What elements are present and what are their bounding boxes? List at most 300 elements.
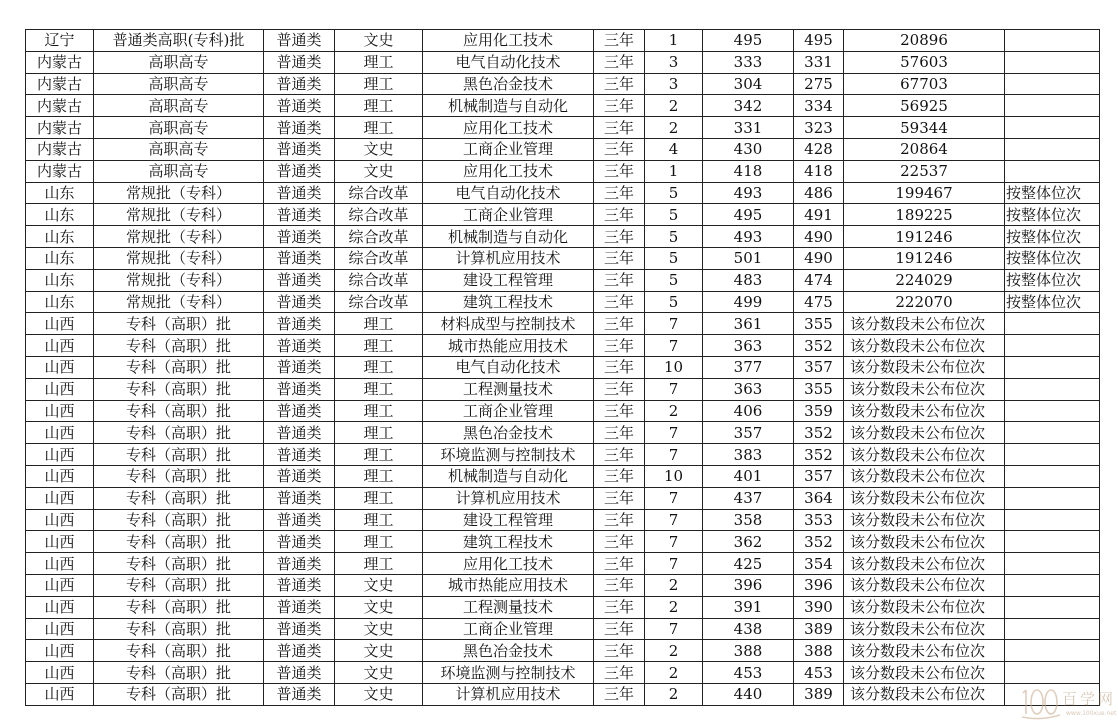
plan-count-cell: 2 — [645, 683, 703, 705]
table-row — [26, 596, 1100, 618]
min-score-cell: 352 — [794, 422, 844, 444]
note-cell — [1005, 378, 1100, 400]
province-cell: 山西 — [26, 356, 94, 378]
major-cell: 计算机应用技术 — [423, 247, 594, 269]
batch-cell: 专科（高职）批 — [94, 509, 264, 531]
plan-count-cell: 2 — [645, 574, 703, 596]
province-cell: 山西 — [26, 640, 94, 662]
rank-cell: 该分数段未公布位次 — [844, 335, 1005, 357]
duration-cell: 三年 — [594, 95, 645, 117]
rank-cell: 57603 — [844, 51, 1005, 73]
min-score-cell: 352 — [794, 531, 844, 553]
major-cell: 工商企业管理 — [423, 618, 594, 640]
subject-cell: 综合改革 — [335, 226, 423, 248]
batch-cell: 高职高专 — [94, 117, 264, 139]
min-score-cell: 354 — [794, 553, 844, 575]
subject-cell: 理工 — [335, 509, 423, 531]
min-score-cell: 323 — [794, 117, 844, 139]
min-score-cell: 389 — [794, 683, 844, 705]
subject-cell: 综合改革 — [335, 182, 423, 204]
min-score-cell: 418 — [794, 160, 844, 182]
major-cell: 工商企业管理 — [423, 204, 594, 226]
table-row — [26, 531, 1100, 553]
province-cell: 山西 — [26, 662, 94, 684]
province-cell: 山西 — [26, 487, 94, 509]
max-score-cell: 418 — [703, 160, 794, 182]
plan-count-cell: 7 — [645, 313, 703, 335]
category-cell: 普通类 — [264, 574, 335, 596]
duration-cell: 三年 — [594, 117, 645, 139]
min-score-cell: 486 — [794, 182, 844, 204]
subject-cell: 文史 — [335, 596, 423, 618]
table-row — [26, 487, 1100, 509]
batch-cell: 高职高专 — [94, 160, 264, 182]
subject-cell: 综合改革 — [335, 247, 423, 269]
batch-cell: 高职高专 — [94, 51, 264, 73]
table-row — [26, 313, 1100, 335]
note-cell — [1005, 618, 1100, 640]
rank-cell: 199467 — [844, 182, 1005, 204]
rank-cell: 该分数段未公布位次 — [844, 531, 1005, 553]
province-cell: 山西 — [26, 509, 94, 531]
min-score-cell: 495 — [794, 30, 844, 52]
category-cell: 普通类 — [264, 662, 335, 684]
note-cell — [1005, 553, 1100, 575]
plan-count-cell: 2 — [645, 117, 703, 139]
major-cell: 电气自动化技术 — [423, 51, 594, 73]
max-score-cell: 377 — [703, 356, 794, 378]
note-cell — [1005, 640, 1100, 662]
rank-cell: 该分数段未公布位次 — [844, 487, 1005, 509]
category-cell: 普通类 — [264, 204, 335, 226]
subject-cell: 文史 — [335, 30, 423, 52]
rank-cell: 224029 — [844, 269, 1005, 291]
category-cell: 普通类 — [264, 553, 335, 575]
min-score-cell: 353 — [794, 509, 844, 531]
note-cell — [1005, 95, 1100, 117]
note-cell — [1005, 487, 1100, 509]
note-cell — [1005, 400, 1100, 422]
duration-cell: 三年 — [594, 356, 645, 378]
duration-cell: 三年 — [594, 553, 645, 575]
major-cell: 建设工程管理 — [423, 269, 594, 291]
category-cell: 普通类 — [264, 444, 335, 466]
max-score-cell: 430 — [703, 138, 794, 160]
duration-cell: 三年 — [594, 335, 645, 357]
note-cell — [1005, 509, 1100, 531]
note-cell: 按整体位次 — [1005, 291, 1100, 313]
table-row — [26, 204, 1100, 226]
province-cell: 山东 — [26, 291, 94, 313]
table-row — [26, 356, 1100, 378]
table-row — [26, 400, 1100, 422]
batch-cell: 专科（高职）批 — [94, 487, 264, 509]
rank-cell: 该分数段未公布位次 — [844, 509, 1005, 531]
plan-count-cell: 7 — [645, 422, 703, 444]
note-cell — [1005, 313, 1100, 335]
duration-cell: 三年 — [594, 618, 645, 640]
max-score-cell: 357 — [703, 422, 794, 444]
subject-cell: 理工 — [335, 487, 423, 509]
subject-cell: 综合改革 — [335, 269, 423, 291]
duration-cell: 三年 — [594, 509, 645, 531]
category-cell: 普通类 — [264, 51, 335, 73]
duration-cell: 三年 — [594, 378, 645, 400]
max-score-cell: 342 — [703, 95, 794, 117]
province-cell: 山西 — [26, 618, 94, 640]
max-score-cell: 437 — [703, 487, 794, 509]
duration-cell: 三年 — [594, 400, 645, 422]
major-cell: 计算机应用技术 — [423, 487, 594, 509]
subject-cell: 理工 — [335, 422, 423, 444]
major-cell: 工商企业管理 — [423, 138, 594, 160]
plan-count-cell: 7 — [645, 487, 703, 509]
province-cell: 山西 — [26, 465, 94, 487]
plan-count-cell: 7 — [645, 335, 703, 357]
batch-cell: 专科（高职）批 — [94, 683, 264, 705]
plan-count-cell: 5 — [645, 269, 703, 291]
major-cell: 应用化工技术 — [423, 30, 594, 52]
table-row — [26, 662, 1100, 684]
duration-cell: 三年 — [594, 51, 645, 73]
subject-cell: 理工 — [335, 465, 423, 487]
province-cell: 内蒙古 — [26, 138, 94, 160]
major-cell: 电气自动化技术 — [423, 182, 594, 204]
subject-cell: 综合改革 — [335, 204, 423, 226]
plan-count-cell: 2 — [645, 596, 703, 618]
table-row — [26, 269, 1100, 291]
max-score-cell: 495 — [703, 204, 794, 226]
category-cell: 普通类 — [264, 247, 335, 269]
plan-count-cell: 7 — [645, 618, 703, 640]
duration-cell: 三年 — [594, 30, 645, 52]
table-row — [26, 553, 1100, 575]
table-row — [26, 640, 1100, 662]
rank-cell: 59344 — [844, 117, 1005, 139]
duration-cell: 三年 — [594, 247, 645, 269]
note-cell — [1005, 444, 1100, 466]
min-score-cell: 357 — [794, 356, 844, 378]
plan-count-cell: 7 — [645, 509, 703, 531]
duration-cell: 三年 — [594, 574, 645, 596]
max-score-cell: 425 — [703, 553, 794, 575]
batch-cell: 专科（高职）批 — [94, 313, 264, 335]
max-score-cell: 304 — [703, 73, 794, 95]
min-score-cell: 359 — [794, 400, 844, 422]
rank-cell: 该分数段未公布位次 — [844, 356, 1005, 378]
batch-cell: 专科（高职）批 — [94, 640, 264, 662]
province-cell: 内蒙古 — [26, 51, 94, 73]
batch-cell: 常规批（专科） — [94, 291, 264, 313]
min-score-cell: 388 — [794, 640, 844, 662]
note-cell: 按整体位次 — [1005, 247, 1100, 269]
province-cell: 山西 — [26, 444, 94, 466]
category-cell: 普通类 — [264, 138, 335, 160]
min-score-cell: 490 — [794, 247, 844, 269]
province-cell: 内蒙古 — [26, 73, 94, 95]
rank-cell: 该分数段未公布位次 — [844, 574, 1005, 596]
rank-cell: 该分数段未公布位次 — [844, 444, 1005, 466]
min-score-cell: 352 — [794, 444, 844, 466]
category-cell: 普通类 — [264, 400, 335, 422]
max-score-cell: 495 — [703, 30, 794, 52]
province-cell: 山东 — [26, 182, 94, 204]
rank-cell: 该分数段未公布位次 — [844, 662, 1005, 684]
batch-cell: 常规批（专科） — [94, 269, 264, 291]
plan-count-cell: 5 — [645, 182, 703, 204]
batch-cell: 专科（高职）批 — [94, 356, 264, 378]
province-cell: 内蒙古 — [26, 95, 94, 117]
max-score-cell: 358 — [703, 509, 794, 531]
plan-count-cell: 3 — [645, 51, 703, 73]
subject-cell: 文史 — [335, 640, 423, 662]
note-cell — [1005, 465, 1100, 487]
duration-cell: 三年 — [594, 640, 645, 662]
batch-cell: 高职高专 — [94, 138, 264, 160]
major-cell: 环境监测与控制技术 — [423, 444, 594, 466]
min-score-cell: 491 — [794, 204, 844, 226]
subject-cell: 理工 — [335, 73, 423, 95]
batch-cell: 常规批（专科） — [94, 247, 264, 269]
note-cell — [1005, 160, 1100, 182]
min-score-cell: 389 — [794, 618, 844, 640]
min-score-cell: 331 — [794, 51, 844, 73]
major-cell: 电气自动化技术 — [423, 356, 594, 378]
duration-cell: 三年 — [594, 662, 645, 684]
plan-count-cell: 1 — [645, 160, 703, 182]
major-cell: 工商企业管理 — [423, 400, 594, 422]
min-score-cell: 334 — [794, 95, 844, 117]
note-cell — [1005, 531, 1100, 553]
plan-count-cell: 10 — [645, 465, 703, 487]
major-cell: 建筑工程技术 — [423, 531, 594, 553]
max-score-cell: 499 — [703, 291, 794, 313]
category-cell: 普通类 — [264, 509, 335, 531]
duration-cell: 三年 — [594, 226, 645, 248]
duration-cell: 三年 — [594, 291, 645, 313]
category-cell: 普通类 — [264, 313, 335, 335]
duration-cell: 三年 — [594, 465, 645, 487]
subject-cell: 理工 — [335, 356, 423, 378]
max-score-cell: 501 — [703, 247, 794, 269]
plan-count-cell: 7 — [645, 378, 703, 400]
subject-cell: 综合改革 — [335, 291, 423, 313]
major-cell: 应用化工技术 — [423, 160, 594, 182]
batch-cell: 专科（高职）批 — [94, 531, 264, 553]
major-cell: 城市热能应用技术 — [423, 574, 594, 596]
batch-cell: 专科（高职）批 — [94, 662, 264, 684]
subject-cell: 文史 — [335, 138, 423, 160]
category-cell: 普通类 — [264, 226, 335, 248]
duration-cell: 三年 — [594, 444, 645, 466]
category-cell: 普通类 — [264, 291, 335, 313]
note-cell: 按整体位次 — [1005, 269, 1100, 291]
batch-cell: 专科（高职）批 — [94, 574, 264, 596]
plan-count-cell: 3 — [645, 73, 703, 95]
note-cell — [1005, 335, 1100, 357]
note-cell — [1005, 138, 1100, 160]
max-score-cell: 483 — [703, 269, 794, 291]
table-row — [26, 226, 1100, 248]
category-cell: 普通类 — [264, 117, 335, 139]
major-cell: 黑色冶金技术 — [423, 640, 594, 662]
batch-cell: 专科（高职）批 — [94, 444, 264, 466]
plan-count-cell: 5 — [645, 291, 703, 313]
duration-cell: 三年 — [594, 313, 645, 335]
min-score-cell: 352 — [794, 335, 844, 357]
subject-cell: 理工 — [335, 400, 423, 422]
min-score-cell: 390 — [794, 596, 844, 618]
major-cell: 计算机应用技术 — [423, 683, 594, 705]
min-score-cell: 364 — [794, 487, 844, 509]
province-cell: 山东 — [26, 226, 94, 248]
watermark — [1020, 684, 1116, 722]
province-cell: 山西 — [26, 596, 94, 618]
major-cell: 机械制造与自动化 — [423, 226, 594, 248]
major-cell: 机械制造与自动化 — [423, 95, 594, 117]
major-cell: 应用化工技术 — [423, 553, 594, 575]
rank-cell: 该分数段未公布位次 — [844, 465, 1005, 487]
province-cell: 辽宁 — [26, 30, 94, 52]
plan-count-cell: 2 — [645, 662, 703, 684]
min-score-cell: 357 — [794, 465, 844, 487]
batch-cell: 专科（高职）批 — [94, 596, 264, 618]
watermark-url: www.100xue.net — [1066, 710, 1117, 717]
category-cell: 普通类 — [264, 356, 335, 378]
province-cell: 山西 — [26, 335, 94, 357]
major-cell: 应用化工技术 — [423, 117, 594, 139]
major-cell: 黑色冶金技术 — [423, 422, 594, 444]
duration-cell: 三年 — [594, 204, 645, 226]
min-score-cell: 474 — [794, 269, 844, 291]
rank-cell: 191246 — [844, 226, 1005, 248]
note-cell — [1005, 117, 1100, 139]
plan-count-cell: 7 — [645, 553, 703, 575]
max-score-cell: 440 — [703, 683, 794, 705]
duration-cell: 三年 — [594, 138, 645, 160]
table-row — [26, 335, 1100, 357]
table-row — [26, 160, 1100, 182]
subject-cell: 文史 — [335, 662, 423, 684]
max-score-cell: 391 — [703, 596, 794, 618]
table-row — [26, 422, 1100, 444]
major-cell: 工程测量技术 — [423, 378, 594, 400]
province-cell: 山西 — [26, 574, 94, 596]
max-score-cell: 388 — [703, 640, 794, 662]
rank-cell: 该分数段未公布位次 — [844, 596, 1005, 618]
max-score-cell: 396 — [703, 574, 794, 596]
batch-cell: 常规批（专科） — [94, 204, 264, 226]
major-cell: 机械制造与自动化 — [423, 465, 594, 487]
province-cell: 山东 — [26, 247, 94, 269]
max-score-cell: 493 — [703, 182, 794, 204]
min-score-cell: 275 — [794, 73, 844, 95]
category-cell: 普通类 — [264, 269, 335, 291]
note-cell — [1005, 73, 1100, 95]
plan-count-cell: 4 — [645, 138, 703, 160]
plan-count-cell: 5 — [645, 226, 703, 248]
plan-count-cell: 7 — [645, 444, 703, 466]
batch-cell: 专科（高职）批 — [94, 400, 264, 422]
rank-cell: 该分数段未公布位次 — [844, 400, 1005, 422]
rank-cell: 67703 — [844, 73, 1005, 95]
max-score-cell: 453 — [703, 662, 794, 684]
category-cell: 普通类 — [264, 335, 335, 357]
max-score-cell: 383 — [703, 444, 794, 466]
duration-cell: 三年 — [594, 73, 645, 95]
rank-cell: 222070 — [844, 291, 1005, 313]
max-score-cell: 361 — [703, 313, 794, 335]
subject-cell: 理工 — [335, 117, 423, 139]
rank-cell: 56925 — [844, 95, 1005, 117]
admission-scores-table — [25, 29, 1100, 706]
100-logo-icon — [1020, 684, 1062, 720]
category-cell: 普通类 — [264, 95, 335, 117]
table-row — [26, 509, 1100, 531]
rank-cell: 191246 — [844, 247, 1005, 269]
province-cell: 山西 — [26, 313, 94, 335]
duration-cell: 三年 — [594, 683, 645, 705]
table-row — [26, 378, 1100, 400]
major-cell: 材料成型与控制技术 — [423, 313, 594, 335]
rank-cell: 该分数段未公布位次 — [844, 378, 1005, 400]
note-cell: 按整体位次 — [1005, 182, 1100, 204]
rank-cell: 22537 — [844, 160, 1005, 182]
max-score-cell: 363 — [703, 378, 794, 400]
batch-cell: 高职高专 — [94, 73, 264, 95]
rank-cell: 189225 — [844, 204, 1005, 226]
major-cell: 建设工程管理 — [423, 509, 594, 531]
subject-cell: 理工 — [335, 335, 423, 357]
max-score-cell: 333 — [703, 51, 794, 73]
category-cell: 普通类 — [264, 618, 335, 640]
category-cell: 普通类 — [264, 378, 335, 400]
table-row — [26, 138, 1100, 160]
note-cell — [1005, 30, 1100, 52]
table-row — [26, 618, 1100, 640]
plan-count-cell: 2 — [645, 640, 703, 662]
province-cell: 内蒙古 — [26, 117, 94, 139]
duration-cell: 三年 — [594, 269, 645, 291]
duration-cell: 三年 — [594, 596, 645, 618]
rank-cell: 20896 — [844, 30, 1005, 52]
subject-cell: 理工 — [335, 378, 423, 400]
major-cell: 建筑工程技术 — [423, 291, 594, 313]
batch-cell: 专科（高职）批 — [94, 422, 264, 444]
table-row — [26, 73, 1100, 95]
note-cell: 按整体位次 — [1005, 226, 1100, 248]
min-score-cell: 396 — [794, 574, 844, 596]
batch-cell: 常规批（专科） — [94, 226, 264, 248]
province-cell: 内蒙古 — [26, 160, 94, 182]
max-score-cell: 406 — [703, 400, 794, 422]
batch-cell: 专科（高职）批 — [94, 553, 264, 575]
subject-cell: 理工 — [335, 95, 423, 117]
note-cell — [1005, 662, 1100, 684]
plan-count-cell: 5 — [645, 204, 703, 226]
category-cell: 普通类 — [264, 487, 335, 509]
category-cell: 普通类 — [264, 160, 335, 182]
category-cell: 普通类 — [264, 73, 335, 95]
min-score-cell: 355 — [794, 378, 844, 400]
category-cell: 普通类 — [264, 683, 335, 705]
major-cell: 环境监测与控制技术 — [423, 662, 594, 684]
category-cell: 普通类 — [264, 422, 335, 444]
major-cell: 黑色冶金技术 — [423, 73, 594, 95]
plan-count-cell: 2 — [645, 400, 703, 422]
rank-cell: 该分数段未公布位次 — [844, 553, 1005, 575]
rank-cell: 该分数段未公布位次 — [844, 640, 1005, 662]
